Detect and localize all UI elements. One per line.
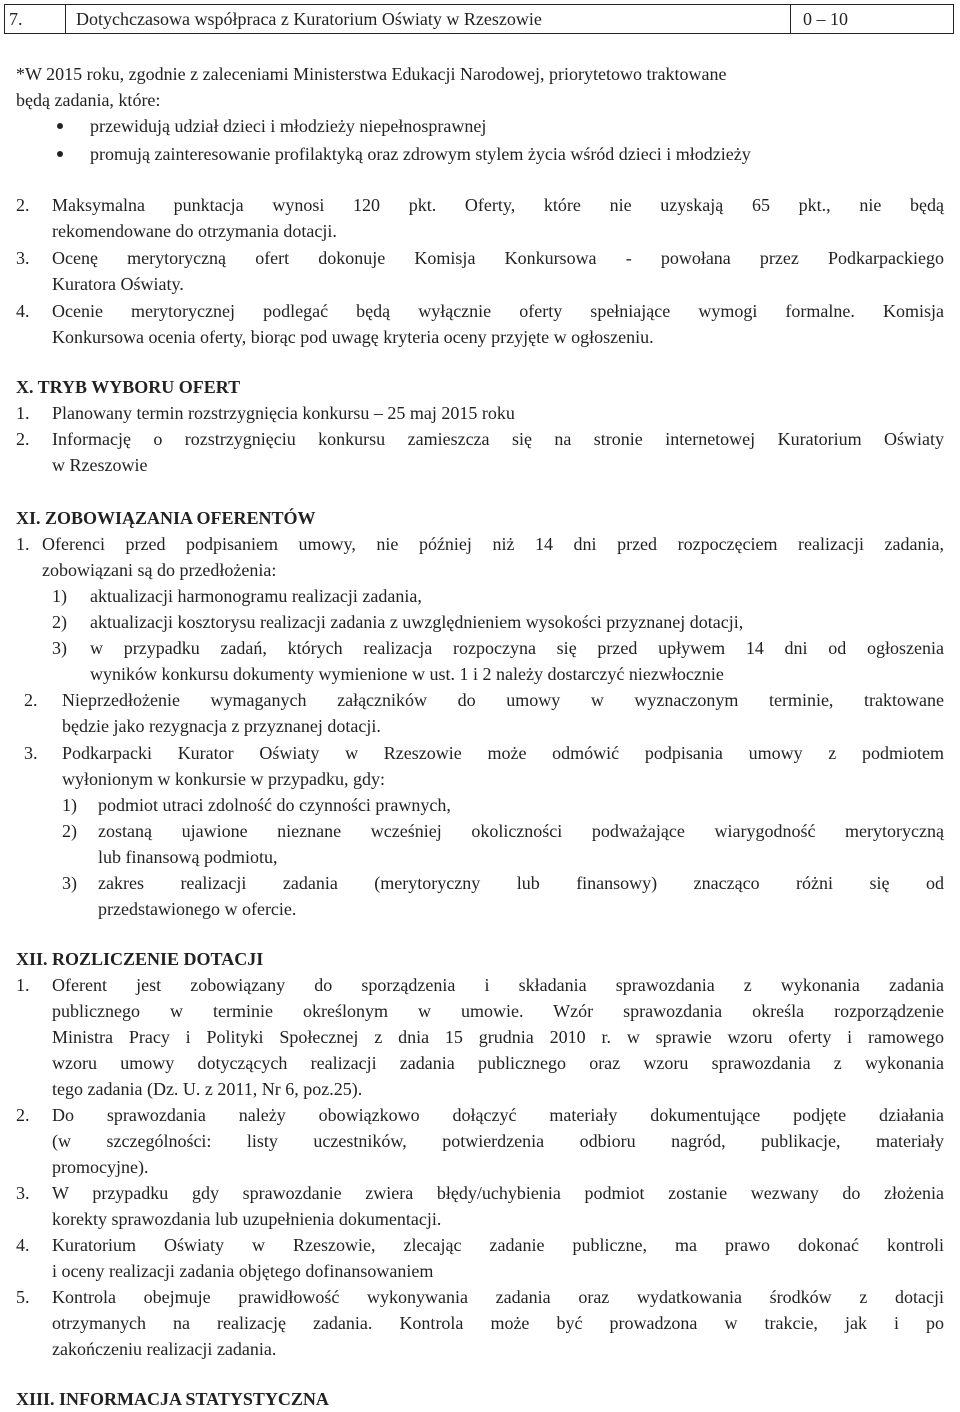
sec11-case-1: podmiot utraci zdolność do czynności prawnych, [98, 795, 451, 815]
sec10-item-2-line-2: w Rzeszowie [52, 455, 148, 475]
sec11-sub-1-number: 1) [52, 586, 67, 606]
sec11-item-3-line-1: Podkarpacki Kurator Oświaty w Rzeszowie może odmówić podpisania umowy z podmiotem [62, 743, 944, 763]
note-line-1: *W 2015 roku, zgodnie z zaleceniami Ministerstwa Edukacji Narodowej, priorytetowo traktowane [16, 64, 727, 84]
note-line-2: będą zadania, które: [16, 90, 161, 110]
sec12-item-5-line: zakończeniu realizacji zadania. [52, 1339, 277, 1359]
sec12-item-2-line: (w szczególności: listy uczestników, potwierdzenia odbioru nagród, publikacje, materiały [52, 1131, 944, 1151]
point-3-line-2: Kuratora Oświaty. [52, 274, 184, 294]
sec12-item-1-line: Ministra Pracy i Polityki Społecznej z dnia 15 grudnia 2010 r. w sprawie wzoru oferty i ramowego [52, 1027, 944, 1047]
sec11-sub-1: aktualizacji harmonogramu realizacji zadania, [90, 586, 422, 606]
section-11-heading: XI. ZOBOWIĄZANIA OFERENTÓW [16, 508, 316, 528]
point-3-number: 3. [16, 248, 30, 268]
sec11-item-1-line-2: zobowiązani są do przedłożenia: [42, 560, 277, 580]
sec11-sub-3-line-1: w przypadku zadań, których realizacja rozpoczyna się przed upływem 14 dni od ogłoszenia [90, 638, 944, 658]
sec11-case-3-line-2: przedstawionego w ofercie. [98, 899, 297, 919]
sec12-item-3-number: 3. [16, 1183, 30, 1203]
point-2-line-2: rekomendowane do otrzymania dotacji. [52, 221, 337, 241]
sec11-item-1-number: 1. [16, 534, 30, 554]
sec10-item-2-number: 2. [16, 429, 30, 449]
note-bullet-1: przewidują udział dzieci i młodzieży niepełnosprawnej [90, 116, 487, 136]
sec11-case-2-number: 2) [62, 821, 77, 841]
sec12-item-1-number: 1. [16, 975, 30, 995]
sec11-case-2-line-1: zostaną ujawione nieznane wcześniej okoliczności podważające wiarygodność merytoryczną [98, 821, 944, 841]
sec12-item-5-line: otrzymanych na realizację zadania. Kontrola może być prowadzona w trakcie, jak i po [52, 1313, 944, 1333]
sec11-case-1-number: 1) [62, 795, 77, 815]
sec12-item-4-number: 4. [16, 1235, 30, 1255]
sec10-item-1-number: 1. [16, 403, 30, 423]
sec11-sub-3-number: 3) [52, 638, 67, 658]
sec12-item-1-line: wzoru umowy dotyczących realizacji zadania publicznego oraz wzoru sprawozdania z wykonania [52, 1053, 944, 1073]
sec12-item-1-line: tego zadania (Dz. U. z 2011, Nr 6, poz.25). [52, 1079, 363, 1099]
sec12-item-4-line: Kuratorium Oświaty w Rzeszowie, zlecając zadanie publiczne, ma prawo dokonać kontroli [52, 1235, 944, 1255]
sec11-item-2-number: 2. [24, 690, 38, 710]
sec12-item-2-number: 2. [16, 1105, 30, 1125]
criteria-table-row [4, 4, 954, 34]
point-3-line-1: Ocenę merytoryczną ofert dokonuje Komisja Konkursowa - powołana przez Podkarpackiego [52, 248, 944, 268]
sec12-item-3-line: korekty sprawozdania lub uzupełnienia dokumentacji. [52, 1209, 442, 1229]
sec11-case-3-number: 3) [62, 873, 77, 893]
sec12-item-2-line: promocyjne). [52, 1157, 149, 1177]
sec11-item-2-line-1: Nieprzedłożenie wymaganych załączników do umowy w wyznaczonym terminie, traktowane [62, 690, 944, 710]
point-4-number: 4. [16, 301, 30, 321]
section-13-heading: XIII. INFORMACJA STATYSTYCZNA [16, 1389, 329, 1409]
note-bullet-2: promują zainteresowanie profilaktyką oraz zdrowym stylem życia wśród dzieci i młodzieży [90, 144, 751, 164]
sec12-item-1-line: Oferent jest zobowiązany do sporządzenia i składania sprawozdania z wykonania zadania [52, 975, 944, 995]
sec12-item-3-line: W przypadku gdy sprawozdanie zwiera błędy/uchybienia podmiot zostanie wezwany do złożenia [52, 1183, 944, 1203]
sec12-item-5-number: 5. [16, 1287, 30, 1307]
section-12-heading: XII. ROZLICZENIE DOTACJI [16, 949, 264, 969]
bullet-icon [57, 151, 63, 157]
sec10-item-1: Planowany termin rozstrzygnięcia konkursu – 25 maj 2015 roku [52, 403, 515, 423]
sec12-item-1-line: publicznego w terminie określonym w umowie. Wzór sprawozdania określa rozporządzenie [52, 1001, 944, 1021]
point-4-line-1: Ocenie merytorycznej podlegać będą wyłącznie oferty spełniające wymogi formalne. Komisja [52, 301, 944, 321]
sec11-case-2-line-2: lub finansową podmiotu, [98, 847, 278, 867]
sec11-item-3-number: 3. [24, 743, 38, 763]
sec12-item-4-line: i oceny realizacji zadania objętego dofinansowaniem [52, 1261, 434, 1281]
point-2-line-1: Maksymalna punktacja wynosi 120 pkt. Oferty, które nie uzyskają 65 pkt., nie będą [52, 195, 944, 215]
sec11-case-3-line-1: zakres realizacji zadania (merytoryczny lub finansowy) znacząco różni się od [98, 873, 944, 893]
sec11-sub-2-number: 2) [52, 612, 67, 632]
row-number: 7. [5, 5, 66, 33]
sec12-item-2-line: Do sprawozdania należy obowiązkowo dołączyć materiały dokumentujące podjęte działania [52, 1105, 944, 1125]
sec10-item-2-line-1: Informację o rozstrzygnięciu konkursu zamieszcza się na stronie internetowej Kuratorium Oświaty [52, 429, 944, 449]
sec11-item-1-line-1: Oferenci przed podpisaniem umowy, nie później niż 14 dni przed rozpoczęciem realizacji zadania, [42, 534, 944, 554]
bullet-icon [57, 123, 63, 129]
sec11-sub-2: aktualizacji kosztorysu realizacji zadania z uwzględnieniem wysokości przyznanej dotacji, [90, 612, 744, 632]
section-10-heading: X. TRYB WYBORU OFERT [16, 377, 241, 397]
sec11-item-2-line-2: będzie jako rezygnacja z przyznanej dotacji. [62, 716, 381, 736]
row-title: Dotychczasowa współpraca z Kuratorium Oświaty w Rzeszowie [66, 5, 791, 33]
sec12-item-5-line: Kontrola obejmuje prawidłowość wykonywania zadania oraz wydatkowania środków z dotacji [52, 1287, 944, 1307]
sec11-sub-3-line-2: wyników konkursu dokumenty wymienione w ust. 1 i 2 należy dostarczyć niezwłocznie [90, 664, 724, 684]
sec11-item-3-line-2: wyłonionym w konkursie w przypadku, gdy: [62, 769, 385, 789]
point-4-line-2: Konkursowa ocenia oferty, biorąc pod uwagę kryteria oceny przyjęte w ogłoszeniu. [52, 327, 654, 347]
row-points: 0 – 10 [803, 9, 848, 29]
point-2-number: 2. [16, 195, 30, 215]
